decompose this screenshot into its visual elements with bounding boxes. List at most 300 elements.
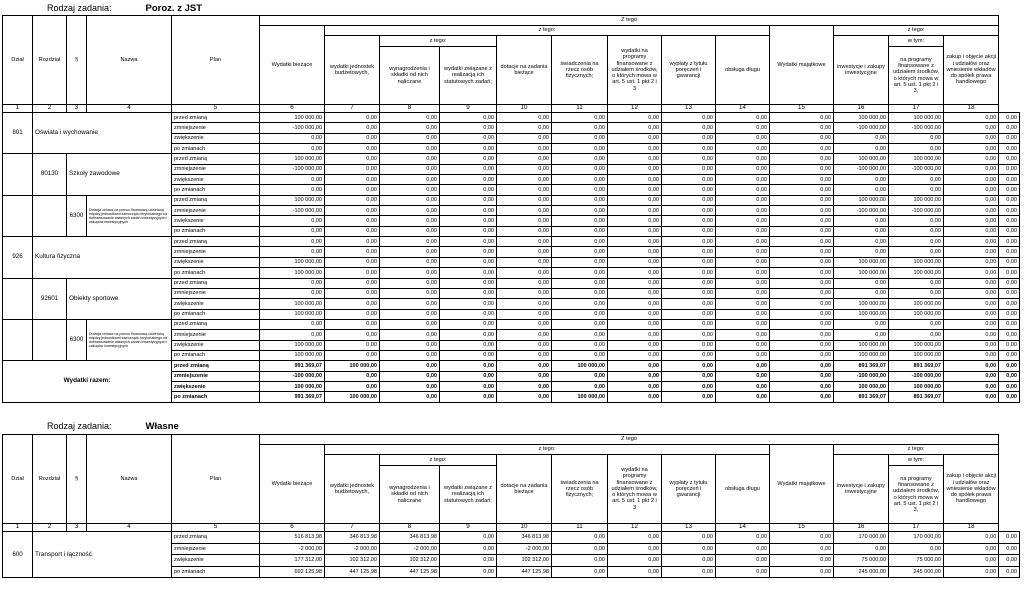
amount-cell: 0,00: [999, 543, 1020, 555]
amount-cell: 0,00: [380, 257, 440, 267]
amount-cell: 0,00: [999, 361, 1020, 371]
amount-cell: 0,00: [608, 288, 662, 298]
amount-cell: 0,00: [325, 154, 380, 164]
amount-cell: 0,00: [716, 361, 770, 371]
amount-cell: 0,00: [944, 288, 999, 298]
amount-cell: 0,00: [325, 237, 380, 247]
amount-cell: 0,00: [497, 195, 552, 205]
amount-cell: 75 000,00: [889, 555, 944, 567]
amount-cell: 0,00: [260, 175, 325, 185]
amount-cell: 0,00: [999, 319, 1020, 329]
amount-cell: 0,00: [834, 288, 889, 298]
paragraf-description: Dotacja celowa na pomoc finansową udzielaną między jednostkami samorządu terytorialnego na dofinansowanie własnych zadań inwestycyjnych i zakupów inwestycyjnych: [87, 195, 172, 236]
row-label: zmniejszenie: [172, 543, 260, 555]
amount-cell: 0,00: [380, 268, 440, 278]
column-number: 14: [716, 105, 770, 113]
amount-cell: 0,00: [440, 532, 497, 544]
amount-cell: 0,00: [944, 319, 999, 329]
amount-cell: 0,00: [552, 247, 608, 257]
amount-cell: 0,00: [497, 381, 552, 391]
amount-cell: 447 125,98: [325, 566, 380, 578]
amount-cell: 0,00: [380, 195, 440, 205]
amount-cell: 0,00: [608, 164, 662, 174]
amount-cell: 0,00: [662, 330, 716, 340]
amount-cell: 0,00: [662, 237, 716, 247]
amount-cell: 447 125,98: [380, 566, 440, 578]
amount-cell: 0,00: [716, 133, 770, 143]
amount-cell: 0,00: [889, 288, 944, 298]
amount-cell: 177 312,00: [260, 555, 325, 567]
amount-cell: 0,00: [999, 566, 1020, 578]
amount-cell: 0,00: [552, 185, 608, 195]
amount-cell: 0,00: [770, 392, 834, 402]
amount-cell: 0,00: [944, 555, 999, 567]
amount-cell: 0,00: [770, 175, 834, 185]
header-wydatki-majatkowe: Wydatki majątkowe: [770, 26, 834, 105]
amount-cell: 0,00: [440, 123, 497, 133]
amount-cell: 0,00: [497, 154, 552, 164]
amount-cell: 0,00: [440, 268, 497, 278]
amount-cell: 0,00: [944, 350, 999, 360]
amount-cell: 0,00: [770, 226, 834, 236]
amount-cell: 0,00: [608, 216, 662, 226]
amount-cell: 0,00: [944, 113, 999, 123]
amount-cell: 0,00: [770, 330, 834, 340]
amount-cell: -100 000,00: [889, 123, 944, 133]
amount-cell: 0,00: [325, 226, 380, 236]
amount-cell: 0,00: [608, 195, 662, 205]
amount-cell: 100 000,00: [889, 350, 944, 360]
header-nazwa: Nazwa: [87, 16, 172, 105]
header-wynagrodzenia: wynagrodzenia i składki od nich naliczane: [380, 47, 440, 105]
task-type-value: Własne: [145, 421, 179, 432]
amount-cell: 0,00: [999, 309, 1020, 319]
column-number: 16: [834, 105, 889, 113]
amount-cell: 0,00: [716, 278, 770, 288]
amount-cell: 0,00: [944, 566, 999, 578]
row-label: zmniejszenie: [172, 330, 260, 340]
amount-cell: 0,00: [325, 247, 380, 257]
column-number: 5: [172, 105, 260, 113]
amount-cell: 0,00: [552, 350, 608, 360]
amount-cell: -2 000,00: [325, 543, 380, 555]
amount-cell: 0,00: [889, 319, 944, 329]
header-nazwa: Nazwa: [87, 435, 172, 524]
amount-cell: 0,00: [440, 361, 497, 371]
amount-cell: 100 000,00: [260, 340, 325, 350]
amount-cell: 0,00: [380, 123, 440, 133]
amount-cell: -100 000,00: [260, 123, 325, 133]
amount-cell: 0,00: [552, 371, 608, 381]
table-header: [3, 435, 1020, 532]
amount-cell: 0,00: [770, 350, 834, 360]
amount-cell: 0,00: [380, 133, 440, 143]
amount-cell: 100 000,00: [260, 309, 325, 319]
amount-cell: 0,00: [552, 309, 608, 319]
amount-cell: 0,00: [999, 257, 1020, 267]
amount-cell: 245 000,00: [834, 566, 889, 578]
empty-cell: [3, 319, 33, 360]
amount-cell: 0,00: [325, 381, 380, 391]
column-number: 3: [67, 105, 87, 113]
header-wydatki-jednostek: wydatki jednostek budżetowych,: [325, 455, 380, 524]
expense-table: [2, 434, 1020, 578]
amount-cell: 0,00: [716, 195, 770, 205]
row-label: przed zmianą: [172, 278, 260, 288]
amount-cell: 0,00: [944, 164, 999, 174]
amount-cell: 0,00: [325, 133, 380, 143]
amount-cell: 0,00: [944, 257, 999, 267]
rozdzial-code: 80130: [33, 154, 67, 195]
amount-cell: 0,00: [770, 299, 834, 309]
amount-cell: 0,00: [325, 299, 380, 309]
amount-cell: 0,00: [440, 381, 497, 391]
amount-cell: 0,00: [889, 330, 944, 340]
header-wydatki-programy: wydatki na programy finansowane z udziałem środków, o których mowa w art. 5 ust. 1 pkt 2 i 3: [608, 455, 662, 524]
amount-cell: 0,00: [380, 299, 440, 309]
amount-cell: 0,00: [497, 206, 552, 216]
amount-cell: 0,00: [380, 226, 440, 236]
amount-cell: 0,00: [999, 185, 1020, 195]
amount-cell: 0,00: [325, 113, 380, 123]
empty-cell: [3, 278, 33, 319]
amount-cell: 0,00: [552, 113, 608, 123]
amount-cell: 0,00: [440, 175, 497, 185]
row-label: zwiększenie: [172, 257, 260, 267]
amount-cell: 0,00: [552, 133, 608, 143]
amount-cell: 0,00: [770, 154, 834, 164]
amount-cell: 0,00: [662, 133, 716, 143]
amount-cell: -100 000,00: [834, 206, 889, 216]
amount-cell: 0,00: [608, 144, 662, 154]
column-number: 7: [325, 105, 380, 113]
amount-cell: 991 369,07: [260, 392, 325, 402]
column-number: 17: [889, 105, 944, 113]
amount-cell: 0,00: [770, 340, 834, 350]
amount-cell: 0,00: [662, 371, 716, 381]
amount-cell: 0,00: [999, 555, 1020, 567]
amount-cell: 0,00: [260, 278, 325, 288]
amount-cell: 0,00: [770, 123, 834, 133]
amount-cell: 0,00: [608, 299, 662, 309]
amount-cell: 100 000,00: [834, 257, 889, 267]
row-label: zwiększenie: [172, 216, 260, 226]
amount-cell: 0,00: [608, 371, 662, 381]
amount-cell: 0,00: [662, 543, 716, 555]
header-z-tego-jednostek: z tego:: [380, 36, 497, 47]
amount-cell: 0,00: [440, 113, 497, 123]
column-number: 18: [944, 105, 999, 113]
amount-cell: 0,00: [716, 164, 770, 174]
amount-cell: 0,00: [440, 216, 497, 226]
header-dotacje: dotacje na zadania bieżące: [497, 36, 552, 105]
amount-cell: 0,00: [497, 144, 552, 154]
total-label: Wydatki razem:: [3, 361, 172, 402]
amount-cell: 0,00: [944, 195, 999, 205]
amount-cell: 0,00: [834, 543, 889, 555]
amount-cell: 0,00: [716, 268, 770, 278]
amount-cell: 0,00: [999, 175, 1020, 185]
amount-cell: 0,00: [497, 133, 552, 143]
column-number: 1: [3, 524, 33, 532]
amount-cell: -2 000,00: [497, 543, 552, 555]
amount-cell: 100 000,00: [834, 381, 889, 391]
amount-cell: 0,00: [325, 144, 380, 154]
amount-cell: 0,00: [770, 268, 834, 278]
amount-cell: 0,00: [716, 226, 770, 236]
amount-cell: 0,00: [608, 532, 662, 544]
amount-cell: 0,00: [380, 237, 440, 247]
amount-cell: 0,00: [440, 247, 497, 257]
amount-cell: 0,00: [440, 350, 497, 360]
row-label: zwiększenie: [172, 381, 260, 391]
amount-cell: 0,00: [552, 555, 608, 567]
row-label: przed zmianą: [172, 195, 260, 205]
amount-cell: 0,00: [325, 350, 380, 360]
amount-cell: 0,00: [440, 133, 497, 143]
task-type-label: Rodzaj zadania:: [47, 3, 112, 13]
row-label: przed zmianą: [172, 154, 260, 164]
amount-cell: 0,00: [999, 340, 1020, 350]
amount-cell: 0,00: [662, 566, 716, 578]
amount-cell: 0,00: [440, 144, 497, 154]
amount-cell: 0,00: [608, 330, 662, 340]
task-type-title: [47, 420, 179, 432]
amount-cell: 0,00: [770, 133, 834, 143]
row-label: zmniejszenie: [172, 123, 260, 133]
amount-cell: 0,00: [662, 361, 716, 371]
amount-cell: 0,00: [380, 278, 440, 288]
amount-cell: 0,00: [380, 113, 440, 123]
column-number: 11: [552, 105, 608, 113]
column-number: 7: [325, 524, 380, 532]
header-swiadczenia: świadczenia na rzecz osób fizycznych;: [552, 36, 608, 105]
amount-cell: 346 813,98: [380, 532, 440, 544]
column-number: 5: [172, 524, 260, 532]
column-number: 2: [33, 524, 67, 532]
rozdzial-name: Szkoły zawodowe: [67, 154, 172, 195]
amount-cell: 0,00: [260, 237, 325, 247]
amount-cell: 0,00: [944, 247, 999, 257]
amount-cell: -100 000,00: [889, 371, 944, 381]
amount-cell: 0,00: [497, 237, 552, 247]
table-row: [3, 278, 1020, 288]
amount-cell: 0,00: [608, 268, 662, 278]
amount-cell: 0,00: [999, 392, 1020, 402]
column-number: 8: [380, 524, 440, 532]
amount-cell: 0,00: [662, 257, 716, 267]
amount-cell: 0,00: [770, 113, 834, 123]
amount-cell: 100 000,00: [889, 309, 944, 319]
amount-cell: 100 000,00: [552, 392, 608, 402]
amount-cell: 0,00: [889, 543, 944, 555]
amount-cell: 0,00: [662, 144, 716, 154]
amount-cell: 0,00: [889, 237, 944, 247]
amount-cell: 0,00: [608, 237, 662, 247]
amount-cell: 0,00: [770, 309, 834, 319]
amount-cell: 0,00: [440, 566, 497, 578]
amount-cell: 0,00: [608, 350, 662, 360]
amount-cell: 0,00: [497, 309, 552, 319]
dzial-name: Oświata i wychowanie: [33, 113, 172, 154]
amount-cell: 102 312,00: [325, 555, 380, 567]
amount-cell: 0,00: [497, 164, 552, 174]
amount-cell: 0,00: [440, 226, 497, 236]
amount-cell: 100 000,00: [260, 268, 325, 278]
amount-cell: 170 000,00: [889, 532, 944, 544]
amount-cell: 0,00: [662, 247, 716, 257]
amount-cell: 0,00: [325, 330, 380, 340]
column-number: 3: [67, 524, 87, 532]
row-label: zmniejszenie: [172, 164, 260, 174]
amount-cell: -2 000,00: [380, 543, 440, 555]
amount-cell: 0,00: [716, 543, 770, 555]
amount-cell: 100 000,00: [834, 154, 889, 164]
amount-cell: 0,00: [608, 555, 662, 567]
amount-cell: 0,00: [716, 185, 770, 195]
amount-cell: 100 000,00: [834, 268, 889, 278]
empty-cell: [33, 319, 67, 360]
amount-cell: 100 000,00: [260, 299, 325, 309]
column-number: 4: [87, 524, 172, 532]
amount-cell: 0,00: [944, 237, 999, 247]
amount-cell: 0,00: [325, 185, 380, 195]
amount-cell: 0,00: [608, 257, 662, 267]
header-plan: Plan: [172, 435, 260, 524]
header-dzial: Dział: [3, 16, 33, 105]
amount-cell: 0,00: [552, 319, 608, 329]
row-label: po zmianach: [172, 392, 260, 402]
amount-cell: 0,00: [999, 123, 1020, 133]
amount-cell: 0,00: [716, 299, 770, 309]
amount-cell: 0,00: [608, 319, 662, 329]
amount-cell: 0,00: [834, 175, 889, 185]
column-number: 12: [608, 105, 662, 113]
amount-cell: 245 000,00: [889, 566, 944, 578]
table-row: [3, 113, 1020, 123]
amount-cell: 0,00: [716, 123, 770, 133]
amount-cell: 0,00: [325, 278, 380, 288]
amount-cell: 0,00: [944, 206, 999, 216]
amount-cell: 0,00: [380, 371, 440, 381]
amount-cell: 0,00: [999, 247, 1020, 257]
amount-cell: 0,00: [662, 299, 716, 309]
amount-cell: 0,00: [325, 371, 380, 381]
column-number: 4: [87, 105, 172, 113]
header-wyplaty: wypłaty z tytułu poręczeń i gwarancji: [662, 36, 716, 105]
amount-cell: 0,00: [999, 226, 1020, 236]
dzial-name: Kultura fizyczna: [33, 237, 172, 278]
amount-cell: 0,00: [662, 532, 716, 544]
amount-cell: 0,00: [999, 299, 1020, 309]
paragraf-code: 6300: [67, 319, 87, 360]
amount-cell: 0,00: [325, 175, 380, 185]
amount-cell: 891 369,07: [834, 392, 889, 402]
amount-cell: -100 000,00: [834, 123, 889, 133]
amount-cell: 0,00: [662, 175, 716, 185]
row-label: zwiększenie: [172, 175, 260, 185]
amount-cell: 0,00: [608, 309, 662, 319]
amount-cell: 0,00: [380, 392, 440, 402]
amount-cell: -100 000,00: [834, 164, 889, 174]
amount-cell: 0,00: [889, 175, 944, 185]
table-header: [3, 16, 1020, 113]
amount-cell: 0,00: [944, 278, 999, 288]
amount-cell: 0,00: [380, 361, 440, 371]
header-obsluga: obsługa długu: [716, 455, 770, 524]
column-number: 15: [770, 105, 834, 113]
amount-cell: 100 000,00: [260, 113, 325, 123]
amount-cell: 0,00: [662, 216, 716, 226]
header-z-tego: Z tego: [260, 435, 999, 445]
row-label: przed zmianą: [172, 532, 260, 544]
amount-cell: 0,00: [608, 381, 662, 391]
header-wyplaty: wypłaty z tytułu poręczeń i gwarancji: [662, 455, 716, 524]
amount-cell: 0,00: [770, 247, 834, 257]
row-label: zmniejszenie: [172, 288, 260, 298]
amount-cell: 0,00: [834, 247, 889, 257]
amount-cell: 0,00: [497, 216, 552, 226]
amount-cell: 0,00: [260, 133, 325, 143]
amount-cell: 0,00: [770, 319, 834, 329]
amount-cell: 0,00: [944, 133, 999, 143]
amount-cell: 0,00: [440, 237, 497, 247]
amount-cell: 0,00: [944, 543, 999, 555]
amount-cell: 0,00: [834, 278, 889, 288]
amount-cell: 0,00: [608, 361, 662, 371]
header-wynagrodzenia: wynagrodzenia i składki od nich naliczane: [380, 466, 440, 524]
amount-cell: 0,00: [440, 299, 497, 309]
amount-cell: -100 000,00: [260, 164, 325, 174]
amount-cell: 0,00: [325, 164, 380, 174]
amount-cell: 0,00: [770, 206, 834, 216]
amount-cell: 516 813,98: [260, 532, 325, 544]
amount-cell: 0,00: [716, 257, 770, 267]
header-zakup-objecie: zakup i objęcie akcji i udziałów oraz wniesienie wkładów do spółek prawa handlowego: [944, 36, 999, 105]
column-number: 6: [260, 105, 325, 113]
column-number: 13: [662, 524, 716, 532]
amount-cell: 0,00: [716, 154, 770, 164]
amount-cell: 0,00: [552, 330, 608, 340]
amount-cell: 0,00: [380, 175, 440, 185]
amount-cell: 0,00: [608, 247, 662, 257]
row-label: po zmianach: [172, 309, 260, 319]
header-inwestycje: inwestycje i zakupy inwestycyjne: [834, 36, 889, 105]
amount-cell: 100 000,00: [552, 361, 608, 371]
amount-cell: 0,00: [889, 247, 944, 257]
amount-cell: 0,00: [497, 123, 552, 133]
rozdzial-code: 92601: [33, 278, 67, 319]
table-row: [3, 195, 1020, 205]
amount-cell: 0,00: [325, 206, 380, 216]
amount-cell: 0,00: [770, 216, 834, 226]
header-wydatki-biezace: Wydatki bieżące: [260, 445, 325, 524]
task-type-value: Poroz. z JST: [145, 3, 203, 14]
amount-cell: 0,00: [440, 195, 497, 205]
amount-cell: 0,00: [497, 278, 552, 288]
amount-cell: -2 000,00: [260, 543, 325, 555]
amount-cell: 0,00: [889, 185, 944, 195]
amount-cell: 0,00: [834, 216, 889, 226]
amount-cell: 0,00: [770, 543, 834, 555]
amount-cell: 0,00: [889, 278, 944, 288]
column-number: 2: [33, 105, 67, 113]
amount-cell: 0,00: [944, 532, 999, 544]
amount-cell: 0,00: [662, 113, 716, 123]
header-rozdzial: Rozdział: [33, 435, 67, 524]
amount-cell: 0,00: [944, 361, 999, 371]
amount-cell: 0,00: [662, 154, 716, 164]
